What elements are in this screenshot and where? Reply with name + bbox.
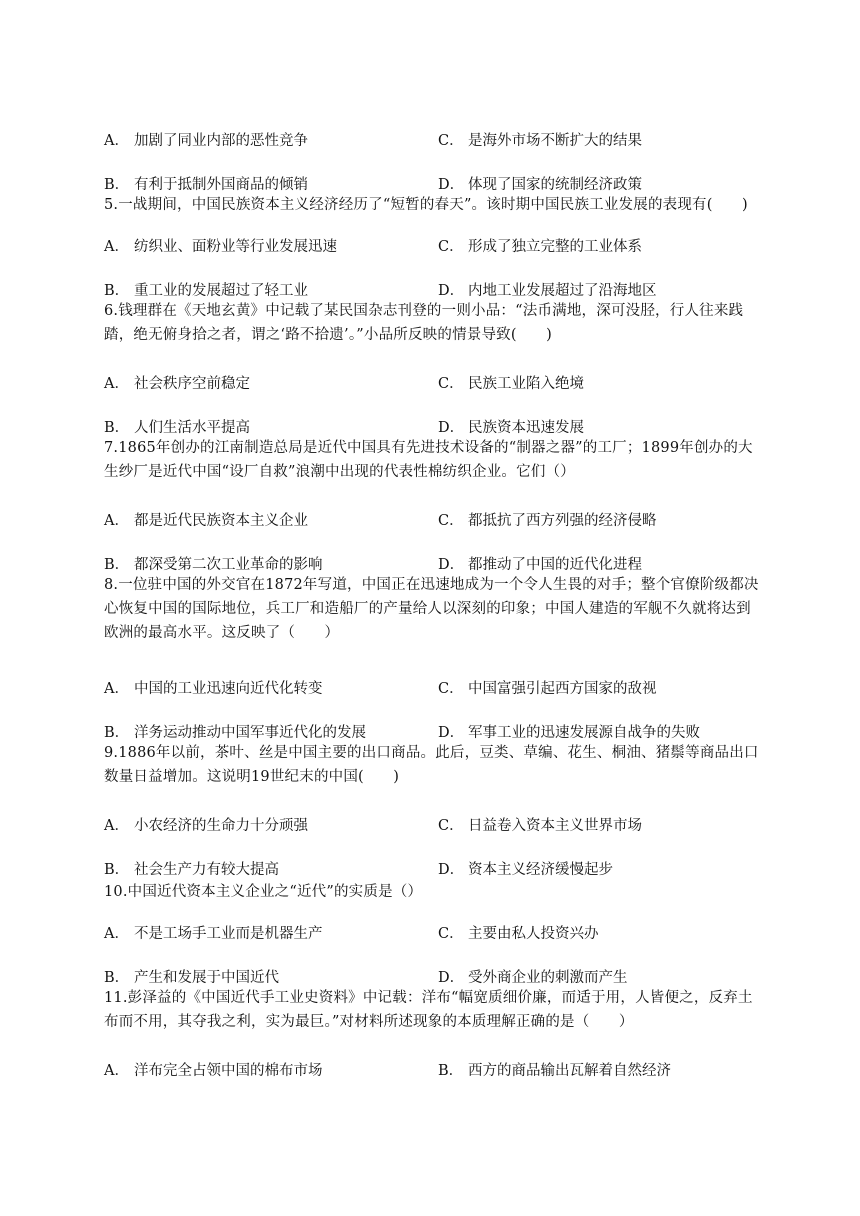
option-text: 受外商企业的刺激而产生 [468, 970, 628, 986]
option[interactable] [104, 679, 323, 699]
option[interactable] [438, 555, 642, 575]
option-letter: B． [104, 420, 130, 436]
option-text: 洋布完全占领中国的棉布市场 [134, 1063, 323, 1079]
option-text: 小农经济的生命力十分顽强 [134, 818, 308, 834]
option[interactable] [104, 723, 366, 743]
option-letter: B． [104, 725, 130, 741]
question-stem: 10.中国近代资本主义企业之“近代”的实质是（） [104, 884, 423, 900]
option-text: 都深受第二次工业革命的影响 [134, 557, 323, 573]
option-text: 民族工业陷入绝境 [468, 376, 584, 392]
option-letter: A． [104, 1063, 129, 1079]
option-letter: B． [104, 283, 130, 299]
option-letter: C． [438, 818, 464, 834]
option-text: 不是工场手工业而是机器生产 [134, 926, 323, 942]
option[interactable] [438, 968, 628, 988]
option-text: 产生和发展于中国近代 [134, 970, 279, 986]
option-letter: B． [104, 970, 130, 986]
option[interactable] [438, 679, 657, 699]
option[interactable] [104, 816, 308, 836]
option-letter: C． [438, 513, 464, 529]
option[interactable] [104, 924, 323, 944]
question-stem: 6.钱理群在《天地玄黄》中记载了某民国杂志刊登的一则小品：“法币满地，深可没胫，行人往来践踏，绝无俯身拾之者，谓之‘路不拾遗’。”小品所反映的情景导致( ) [104, 303, 744, 343]
option-letter: A． [104, 513, 129, 529]
option[interactable] [104, 555, 323, 575]
option-letter: A． [104, 133, 129, 149]
option-letter: C． [438, 133, 464, 149]
option-text: 是海外市场不断扩大的结果 [468, 133, 642, 149]
option[interactable] [438, 175, 642, 195]
option-letter: B． [104, 557, 130, 573]
option-text: 内地工业发展超过了沿海地区 [468, 283, 657, 299]
option-text: 社会生产力有较大提高 [134, 862, 279, 878]
option-letter: D． [438, 177, 465, 193]
option-text: 体现了国家的统制经济政策 [468, 177, 642, 193]
option[interactable] [438, 281, 657, 301]
option-letter: A． [104, 239, 129, 255]
option-text: 社会秩序空前稳定 [134, 376, 250, 392]
option[interactable] [104, 175, 308, 195]
option-text: 中国富强引起西方国家的敌视 [468, 681, 657, 697]
option[interactable] [104, 860, 279, 880]
question-stem: 5.一战期间，中国民族资本主义经济经历了“短暂的春天”。该时期中国民族工业发展的表现有( ) [104, 197, 748, 213]
option[interactable] [104, 418, 250, 438]
option[interactable] [438, 418, 584, 438]
option[interactable] [104, 281, 308, 301]
option[interactable] [438, 1061, 671, 1081]
option-letter: A． [104, 926, 129, 942]
option-letter: D． [438, 420, 465, 436]
option-text: 加剧了同业内部的恶性竞争 [134, 133, 308, 149]
option-text: 西方的商品输出瓦解着自然经济 [468, 1063, 671, 1079]
option-letter: C． [438, 926, 464, 942]
option-text: 都推动了中国的近代化进程 [468, 557, 642, 573]
option[interactable] [438, 237, 642, 257]
option-text: 重工业的发展超过了轻工业 [134, 283, 308, 299]
option[interactable] [104, 511, 308, 531]
option[interactable] [438, 723, 700, 743]
option-text: 形成了独立完整的工业体系 [468, 239, 642, 255]
option-text: 中国的工业迅速向近代化转变 [134, 681, 323, 697]
option-letter: D． [438, 862, 465, 878]
option[interactable] [104, 131, 308, 151]
option[interactable] [438, 374, 584, 394]
option-text: 纺织业、面粉业等行业发展迅速 [134, 239, 337, 255]
option-text: 资本主义经济缓慢起步 [468, 862, 613, 878]
option-letter: D． [438, 283, 465, 299]
option-text: 主要由私人投资兴办 [468, 926, 599, 942]
option-letter: B． [438, 1063, 464, 1079]
option[interactable] [438, 816, 642, 836]
option[interactable] [438, 131, 642, 151]
option-text: 洋务运动推动中国军事近代化的发展 [134, 725, 366, 741]
option-letter: C． [438, 376, 464, 392]
question-stem: 9.1886年以前，茶叶、丝是中国主要的出口商品。此后，豆类、草编、花生、桐油、猪鬃等商品出口数量日益增加。这说明19世纪末的中国( ) [104, 745, 759, 785]
option[interactable] [438, 511, 657, 531]
option-letter: D． [438, 557, 465, 573]
option-letter: D． [438, 725, 465, 741]
option-letter: A． [104, 818, 129, 834]
option[interactable] [104, 374, 250, 394]
option-letter: A． [104, 376, 129, 392]
option-text: 人们生活水平提高 [134, 420, 250, 436]
option[interactable] [104, 968, 279, 988]
option-letter: C． [438, 239, 464, 255]
question-stem: 8.一位驻中国的外交官在1872年写道，中国正在迅速地成为一个令人生畏的对手；整个官僚阶级都决心恢复中国的国际地位，兵工厂和造船厂的产量给人以深刻的印象；中国人建造的军舰不久就将达到欧洲的最高水平。这反映了（ ） [104, 577, 759, 641]
option-letter: B． [104, 177, 130, 193]
option-text: 都是近代民族资本主义企业 [134, 513, 308, 529]
option-text: 都抵抗了西方列强的经济侵略 [468, 513, 657, 529]
option-letter: A． [104, 681, 129, 697]
option[interactable] [438, 860, 613, 880]
option[interactable] [104, 1061, 323, 1081]
question-stem: 7.1865年创办的江南制造总局是近代中国具有先进技术设备的“制器之器”的工厂；1899年创办的大生纱厂是近代中国“设厂自救”浪潮中出现的代表性棉纺织企业。它们（） [104, 440, 753, 480]
option-text: 民族资本迅速发展 [468, 420, 584, 436]
option-text: 日益卷入资本主义世界市场 [468, 818, 642, 834]
option-letter: C． [438, 681, 464, 697]
option[interactable] [104, 237, 337, 257]
option-letter: B． [104, 862, 130, 878]
option-letter: D． [438, 970, 465, 986]
question-stem: 11.彭泽益的《中国近代手工业史资料》中记载：洋布“幅宽质细价廉，而适于用，人皆便之，反弃土布而不用，其夺我之利，实为最巨。”对材料所述现象的本质理解正确的是（ ） [104, 990, 753, 1030]
option-text: 军事工业的迅速发展源自战争的失败 [468, 725, 700, 741]
option[interactable] [438, 924, 599, 944]
option-text: 有利于抵制外国商品的倾销 [134, 177, 308, 193]
